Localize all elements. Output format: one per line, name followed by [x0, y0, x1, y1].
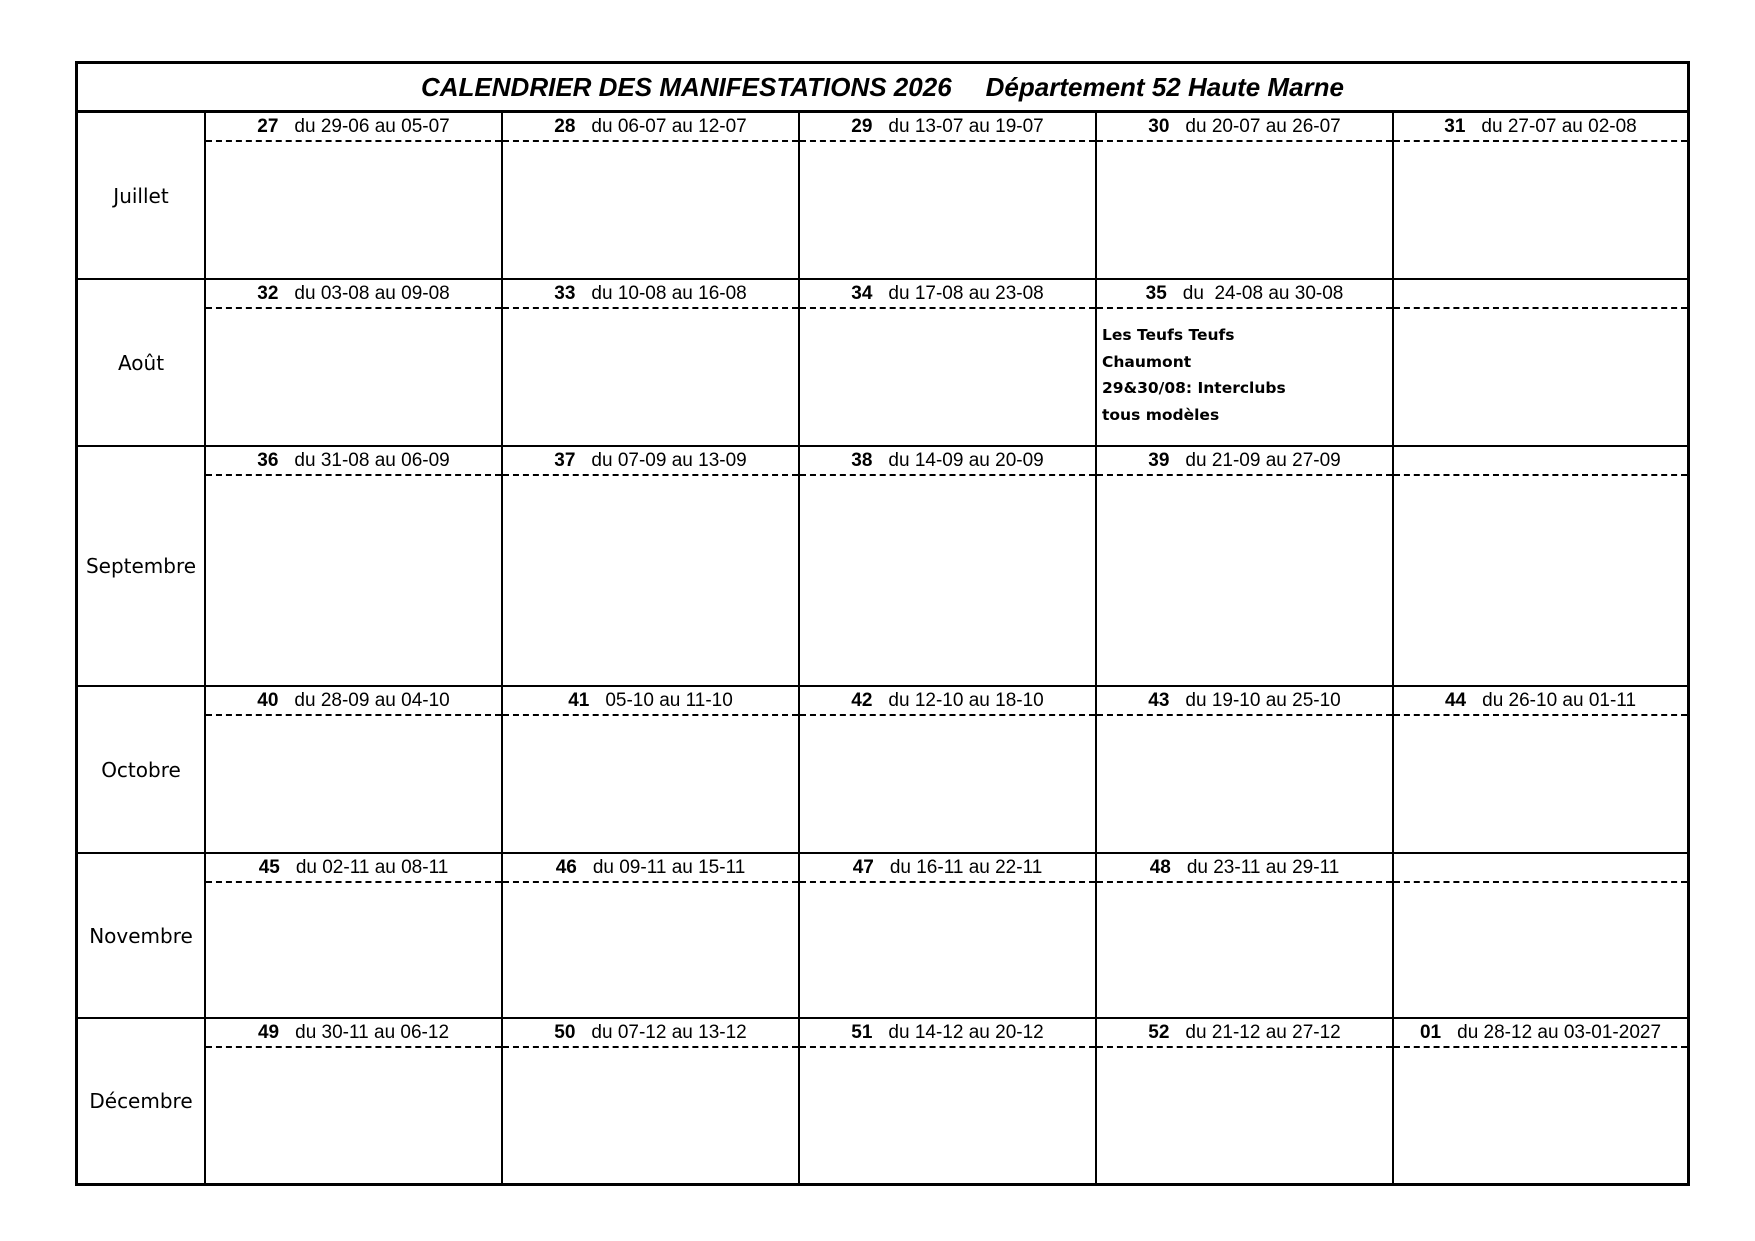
event-line: Chaumont: [1102, 352, 1192, 371]
week-date-range: du 27-07 au 02-08: [1481, 115, 1637, 137]
week-header: [800, 854, 1095, 883]
week-number: 52: [1148, 1021, 1170, 1043]
week-date-range: du 06-07 au 12-07: [591, 115, 747, 137]
week-header: [503, 113, 798, 142]
week-cell: [1394, 854, 1687, 1017]
week-date-range: du 14-09 au 20-09: [888, 449, 1044, 471]
week-number: 40: [257, 689, 279, 711]
week-header: [1394, 1019, 1687, 1048]
week-cell: [503, 1019, 800, 1183]
week-header: [503, 687, 798, 716]
week-number: 37: [554, 449, 576, 471]
month-label: Septembre: [78, 447, 206, 685]
week-number: 01: [1419, 1021, 1442, 1043]
week-header: [503, 447, 798, 476]
event-line: tous modèles: [1102, 405, 1220, 424]
event-line: 29&30/08: Interclubs: [1102, 379, 1286, 397]
week-header: [1097, 280, 1392, 309]
week-number: 36: [257, 449, 279, 471]
week-date-range: du 21-09 au 27-09: [1185, 449, 1341, 471]
week-number: 38: [851, 449, 873, 471]
week-cell: [206, 447, 503, 685]
week-header: [206, 447, 501, 476]
week-number: 34: [851, 282, 873, 304]
week-number: 51: [851, 1021, 873, 1043]
month-label: Juillet: [78, 113, 206, 278]
calendar-title: [78, 64, 1687, 113]
week-date-range: du 28-09 au 04-10: [294, 689, 450, 711]
week-cell: [1097, 447, 1394, 685]
week-date-range: du 24-08 au 30-08: [1182, 282, 1344, 304]
week-date-range: du 02-11 au 08-11: [295, 856, 449, 878]
month-row: [78, 113, 1687, 280]
week-date-range: du 28-12 au 03-01-2027: [1457, 1021, 1662, 1043]
calendar-frame: [75, 61, 1690, 1186]
week-number: 28: [554, 115, 576, 137]
week-date-range: du 14-12 au 20-12: [888, 1021, 1044, 1043]
week-header: [1097, 447, 1392, 476]
week-header: [206, 854, 501, 883]
week-cell: [1394, 687, 1687, 852]
week-cell: [503, 687, 800, 852]
week-cell: [1394, 1019, 1687, 1183]
month-label: Octobre: [78, 687, 206, 852]
week-date-range: du 19-10 au 25-10: [1185, 689, 1341, 711]
week-cell: [800, 447, 1097, 685]
month-label: Novembre: [78, 854, 206, 1017]
week-number: 47: [852, 856, 874, 878]
week-header: [800, 1019, 1095, 1048]
week-header: [503, 854, 798, 883]
week-cell: [503, 447, 800, 685]
week-cell: [800, 280, 1097, 445]
week-cell: [1394, 447, 1687, 685]
week-date-range: du 16-11 au 22-11: [889, 856, 1043, 878]
week-number: 27: [257, 115, 279, 137]
week-cell: [1097, 113, 1394, 278]
week-number: 49: [257, 1021, 280, 1043]
month-row: [78, 1019, 1687, 1183]
week-date-range: du 23-11 au 29-11: [1186, 856, 1340, 878]
week-number: 30: [1148, 115, 1170, 137]
week-cell: [1097, 854, 1394, 1017]
week-header: [1394, 687, 1687, 716]
week-header: [1097, 854, 1392, 883]
week-cell: [800, 113, 1097, 278]
week-number: 35: [1145, 282, 1167, 304]
week-cell: [503, 854, 800, 1017]
month-row: [78, 280, 1687, 447]
event-entry: [1102, 322, 1286, 428]
week-header: [1394, 113, 1687, 142]
week-number: 46: [555, 856, 577, 878]
week-date-range: du 20-07 au 26-07: [1185, 115, 1341, 137]
week-header: [800, 280, 1095, 309]
month-label: Août: [78, 280, 206, 445]
week-cell: [800, 687, 1097, 852]
week-number: 43: [1148, 689, 1170, 711]
week-date-range: du 09-11 au 15-11: [592, 856, 746, 878]
week-number: 45: [258, 856, 280, 878]
week-header: [206, 113, 501, 142]
week-number: 33: [554, 282, 576, 304]
week-date-range: 05-10 au 11-10: [605, 689, 733, 711]
week-header: [206, 687, 501, 716]
month-row: [78, 687, 1687, 854]
week-cell: [206, 687, 503, 852]
week-cell: [800, 1019, 1097, 1183]
week-header: [1097, 113, 1392, 142]
week-date-range: du 07-12 au 13-12: [591, 1021, 747, 1043]
week-number: 42: [851, 689, 873, 711]
week-header: [503, 280, 798, 309]
week-number: 29: [851, 115, 873, 137]
week-cell: [503, 113, 800, 278]
week-header: [1394, 280, 1687, 309]
week-number: 39: [1148, 449, 1170, 471]
week-date-range: du 17-08 au 23-08: [888, 282, 1044, 304]
week-number: 50: [554, 1021, 576, 1043]
week-date-range: du 29-06 au 05-07: [294, 115, 450, 137]
week-date-range: du 07-09 au 13-09: [591, 449, 747, 471]
week-number: 32: [257, 282, 279, 304]
month-label: Décembre: [78, 1019, 206, 1183]
month-row: [78, 447, 1687, 687]
week-cell: [206, 1019, 503, 1183]
week-number: 31: [1444, 115, 1466, 137]
week-header: [1097, 1019, 1392, 1048]
week-header: [206, 280, 501, 309]
week-date-range: du 21-12 au 27-12: [1185, 1021, 1341, 1043]
week-cell: [1394, 113, 1687, 278]
event-line: Les Teufs Teufs: [1102, 326, 1235, 344]
week-date-range: du 10-08 au 16-08: [591, 282, 747, 304]
week-header: [206, 1019, 501, 1048]
month-row: [78, 854, 1687, 1019]
week-header: [503, 1019, 798, 1048]
week-date-range: du 03-08 au 09-08: [294, 282, 450, 304]
week-cell: [503, 280, 800, 445]
week-cell: [1097, 1019, 1394, 1183]
week-date-range: du 26-10 au 01-11: [1482, 689, 1637, 711]
week-cell: [1394, 280, 1687, 445]
week-number: 41: [568, 689, 590, 711]
week-date-range: du 30-11 au 06-12: [295, 1021, 450, 1043]
week-cell: [1097, 687, 1394, 852]
week-number: 48: [1149, 856, 1171, 878]
week-header: [1394, 854, 1687, 883]
week-date-range: du 13-07 au 19-07: [888, 115, 1044, 137]
week-cell: [206, 854, 503, 1017]
week-date-range: du 31-08 au 06-09: [294, 449, 450, 471]
week-number: 44: [1444, 689, 1467, 711]
week-header: [800, 687, 1095, 716]
week-cell: [800, 854, 1097, 1017]
title-department: Département 52 Haute Marne: [985, 71, 1344, 102]
week-header: [800, 447, 1095, 476]
week-cell: [206, 280, 503, 445]
title-main: CALENDRIER DES MANIFESTATIONS 2026: [420, 71, 952, 102]
week-cell: [1097, 280, 1394, 445]
week-header: [1097, 687, 1392, 716]
week-date-range: du 12-10 au 18-10: [888, 689, 1044, 711]
week-cell: [206, 113, 503, 278]
week-header: [800, 113, 1095, 142]
week-header: [1394, 447, 1687, 476]
